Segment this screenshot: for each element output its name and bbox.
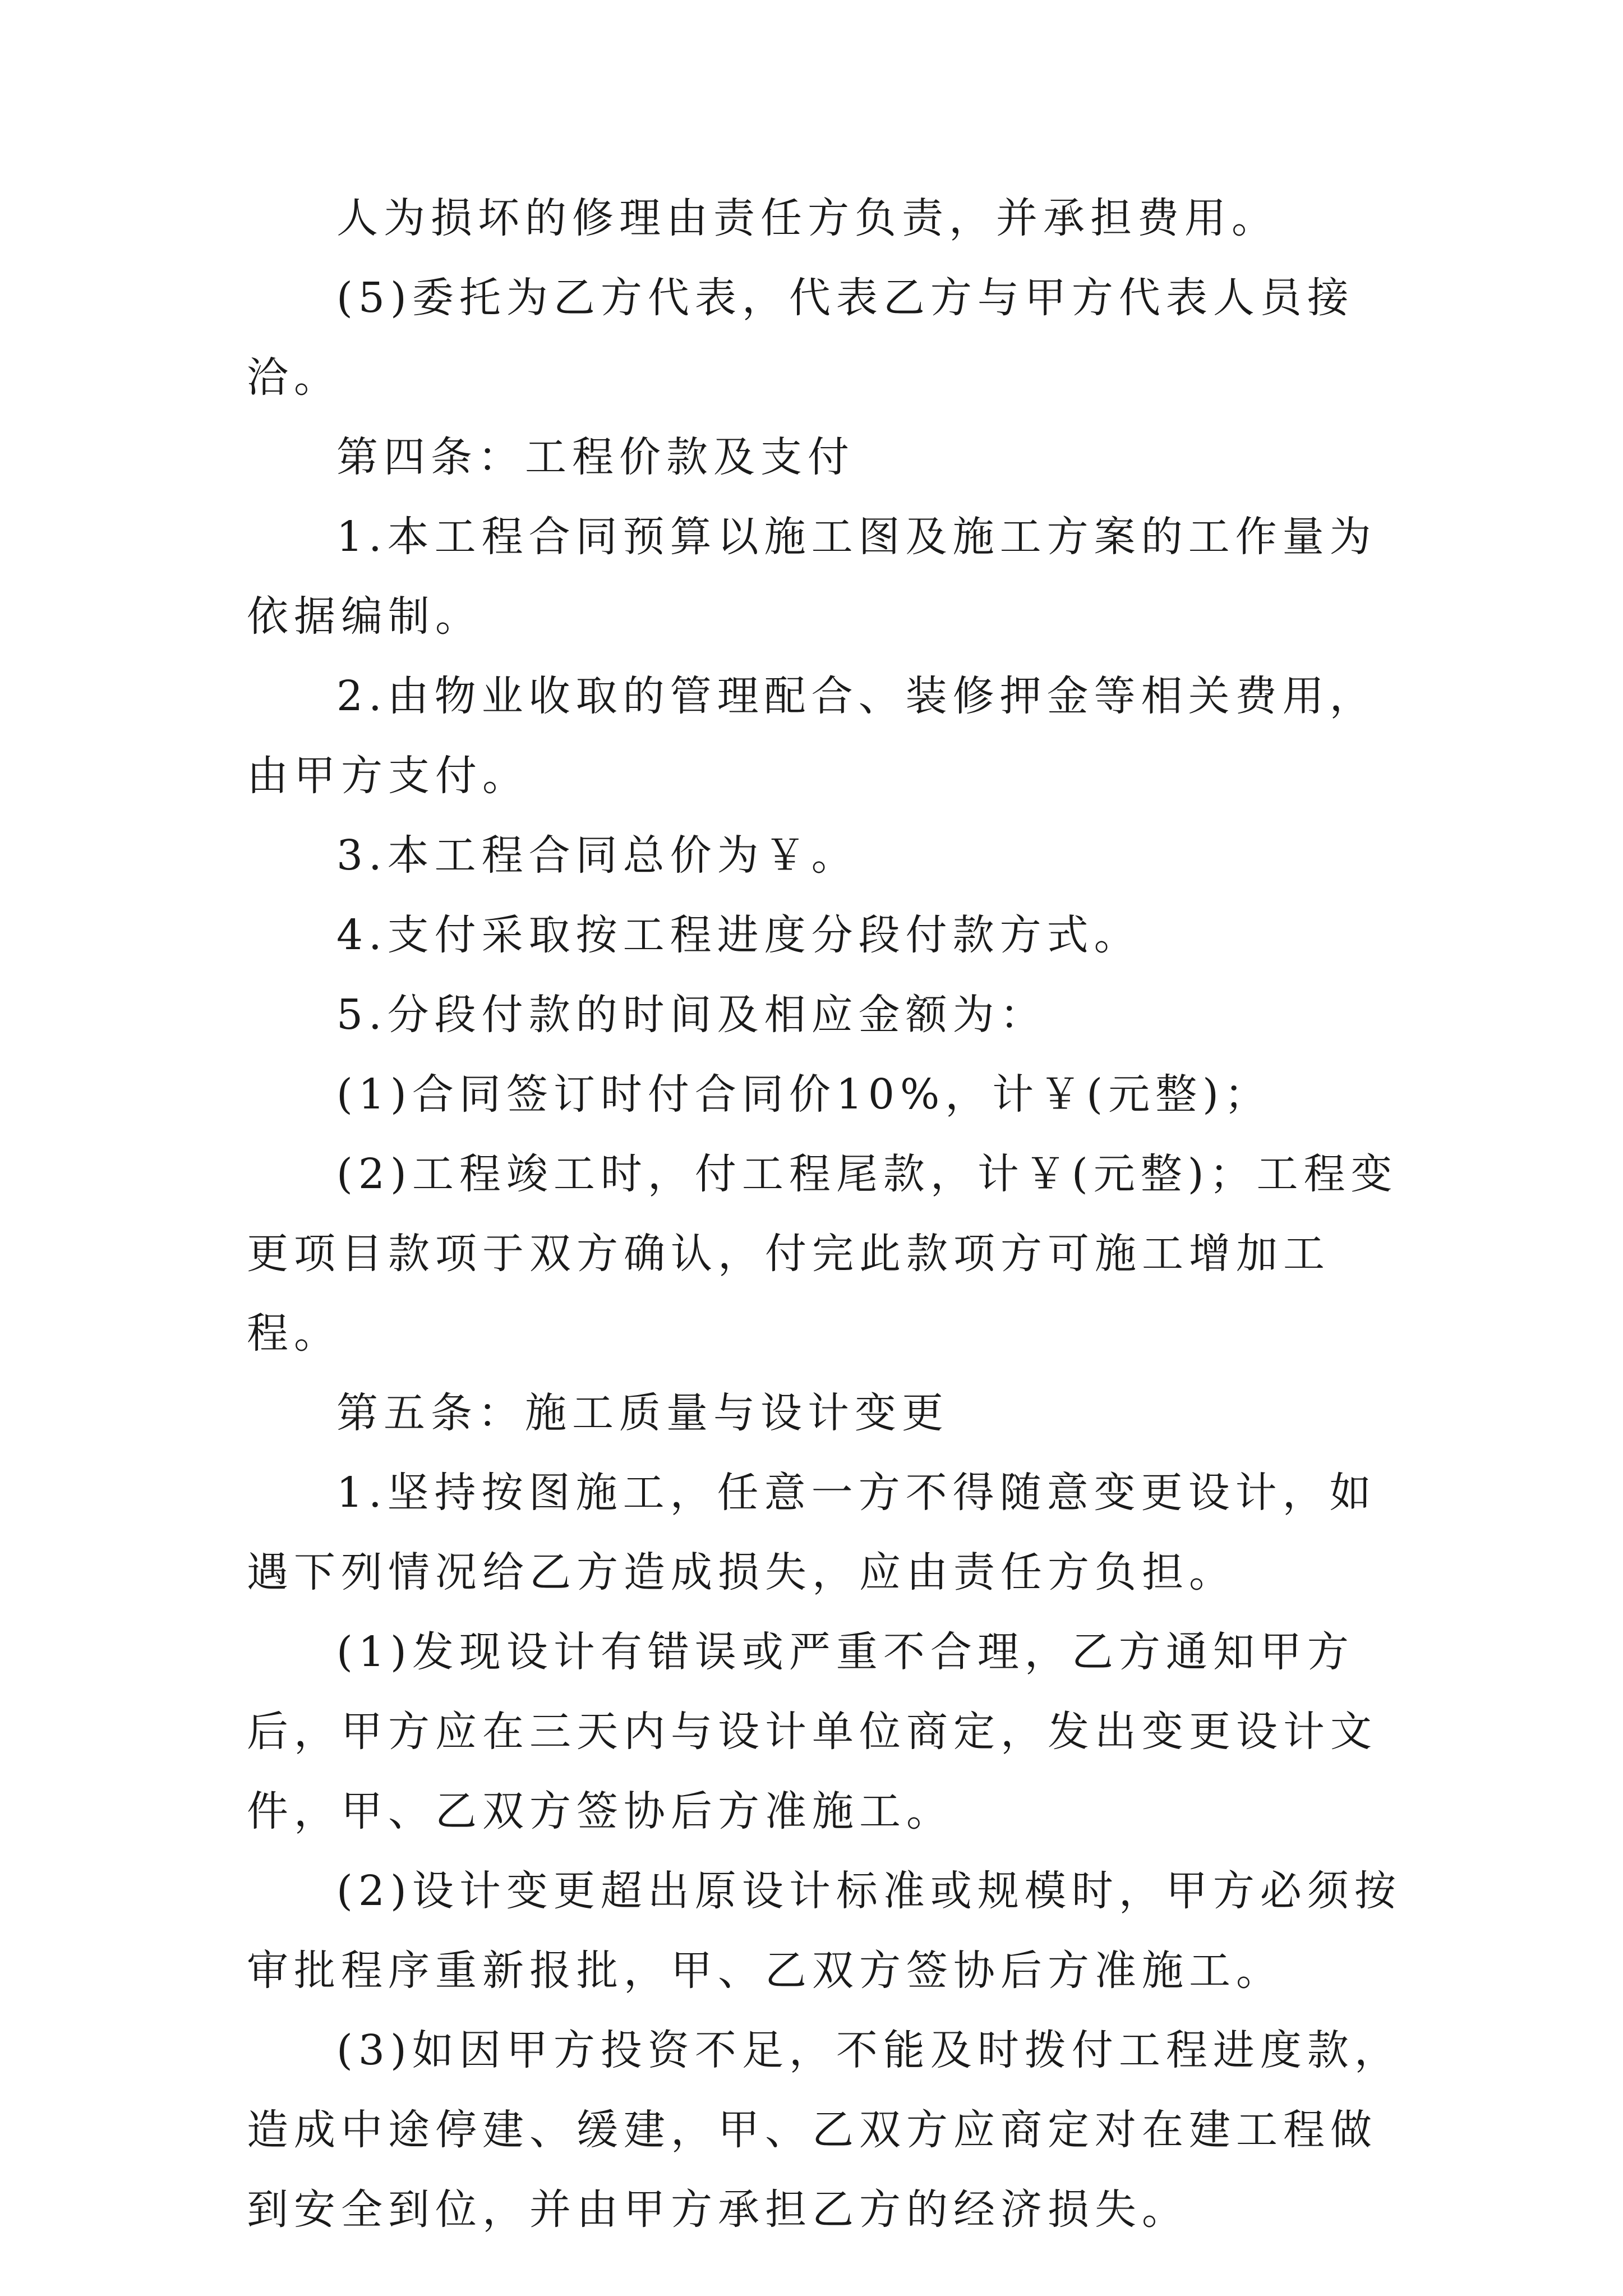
paragraph-payment-completion: (2)工程竣工时，付工程尾款，计￥(元整)；工程变更项目款项于双方确认，付完此款项方可施工增加工程。	[247, 1150, 1398, 1358]
document-body	[247, 178, 1413, 2249]
paragraph-insufficient-investment: (3)如因甲方投资不足，不能及时拨付工程进度款，造成中途停建、缓建，甲、乙双方应商定对在建工程做到安全到位，并由甲方承担乙方的经济损失。	[247, 2026, 1401, 2234]
heading-article-4: 第四条：工程价款及支付	[336, 433, 855, 481]
paragraph-payment-method: 4.支付采取按工程进度分段付款方式。	[336, 911, 1141, 959]
paragraph-budget-basis: 1.本工程合同预算以施工图及施工方案的工作量为依据编制。	[247, 513, 1377, 641]
paragraph-payment-schedule: 5.分段付款的时间及相应金额为：	[336, 991, 1047, 1039]
paragraph-representative: (5)委托为乙方代表，代表乙方与甲方代表人员接洽。	[247, 274, 1354, 402]
paragraph-property-fees: 2.由物业收取的管理配合、装修押金等相关费用，由甲方支付。	[247, 672, 1377, 800]
heading-article-5: 第五条：施工质量与设计变更	[336, 1389, 949, 1437]
paragraph-design-change-approval: (2)设计变更超出原设计标准或规模时，甲方必须按审批程序重新报批，甲、乙双方签协后方准施工。	[247, 1867, 1401, 1995]
paragraph-construction-by-drawings: 1.坚持按图施工，任意一方不得随意变更设计，如遇下列情况给乙方造成损失，应由责任方负担。	[247, 1469, 1377, 1596]
paragraph-payment-signing: (1)合同签订时付合同价10%，计￥(元整)；	[336, 1070, 1272, 1119]
paragraph-damage-repair: 人为损坏的修理由责任方负责，并承担费用。	[336, 194, 1279, 242]
paragraph-total-price: 3.本工程合同总价为￥。	[336, 831, 859, 880]
paragraph-design-error: (1)发现设计有错误或严重不合理，乙方通知甲方后，甲方应在三天内与设计单位商定，发出变更设计文件，甲、乙双方签协后方准施工。	[247, 1628, 1377, 1835]
